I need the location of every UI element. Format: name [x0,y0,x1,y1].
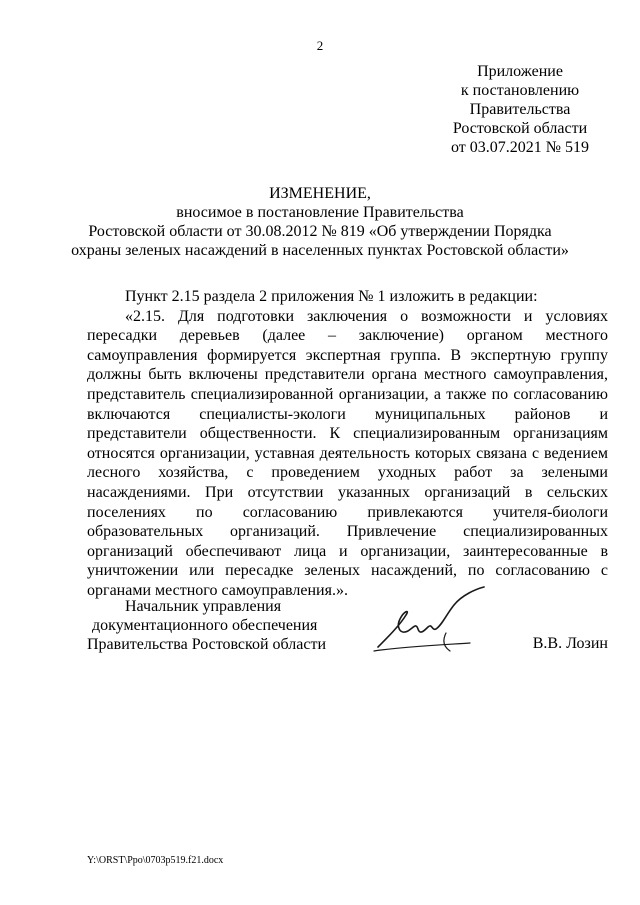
appendix-line: Правительства [469,101,571,118]
intro-paragraph: Пункт 2.15 раздела 2 приложения № 1 изложить в редакции: [125,288,538,305]
signer-position-line: документационного обеспечения [92,617,318,634]
page-number: 2 [316,38,324,53]
signer-name: В.В. Лозин [532,635,608,652]
title-line: охраны зеленых насаждений в населенных пунктах Ростовской области» [71,242,569,259]
signer-position-line: Начальник управления [125,598,282,615]
amendment-paragraph: «2.15. Для подготовки заключения о возможности и условиях пересадки деревьев (далее – заключение) органом местного самоуправления формируется экспертная группа. В экспертную группу должны быть включены представители органа местного самоуправления, представитель специализированной организации, а также по согласованию включаются специалисты-экологи муниципальных районов и представители общественности. К специализированным организациям относятся организации, уставная деятельность которых связана с ведением лесного хозяйства, с проведением уходных работ за зелеными насаждениями. При отсутствии указанных организаций в сельских поселениях по согласованию привлекаются учителя-биологи образовательных организаций. Привлечение специализированных организаций обеспечивают лица и организации, заинтересованные в уничтожении или пересадке зеленых насаждений, по согласованию с органами местного самоуправления.». [87,307,608,599]
appendix-block [440,62,600,157]
handwritten-signature [370,585,500,665]
appendix-line: к постановлению [460,82,580,99]
document-heading: ИЗМЕНЕНИЕ, [269,185,371,202]
document-title [60,184,580,260]
appendix-line: Приложение [477,63,563,80]
file-path: Y:\ORST\Ppo\0703p519.f21.docx [87,855,224,866]
title-line: Ростовской области от 30.08.2012 № 819 «Об утверждении Порядка [88,223,552,240]
signer-position-line: Правительства Ростовской области [87,636,327,653]
appendix-line: Ростовской области [452,120,588,137]
appendix-date-line: от 03.07.2021 № 519 [450,139,590,156]
signer-position [87,597,327,654]
document-body [87,287,608,601]
title-line: вносимое в постановление Правительства [176,204,464,221]
